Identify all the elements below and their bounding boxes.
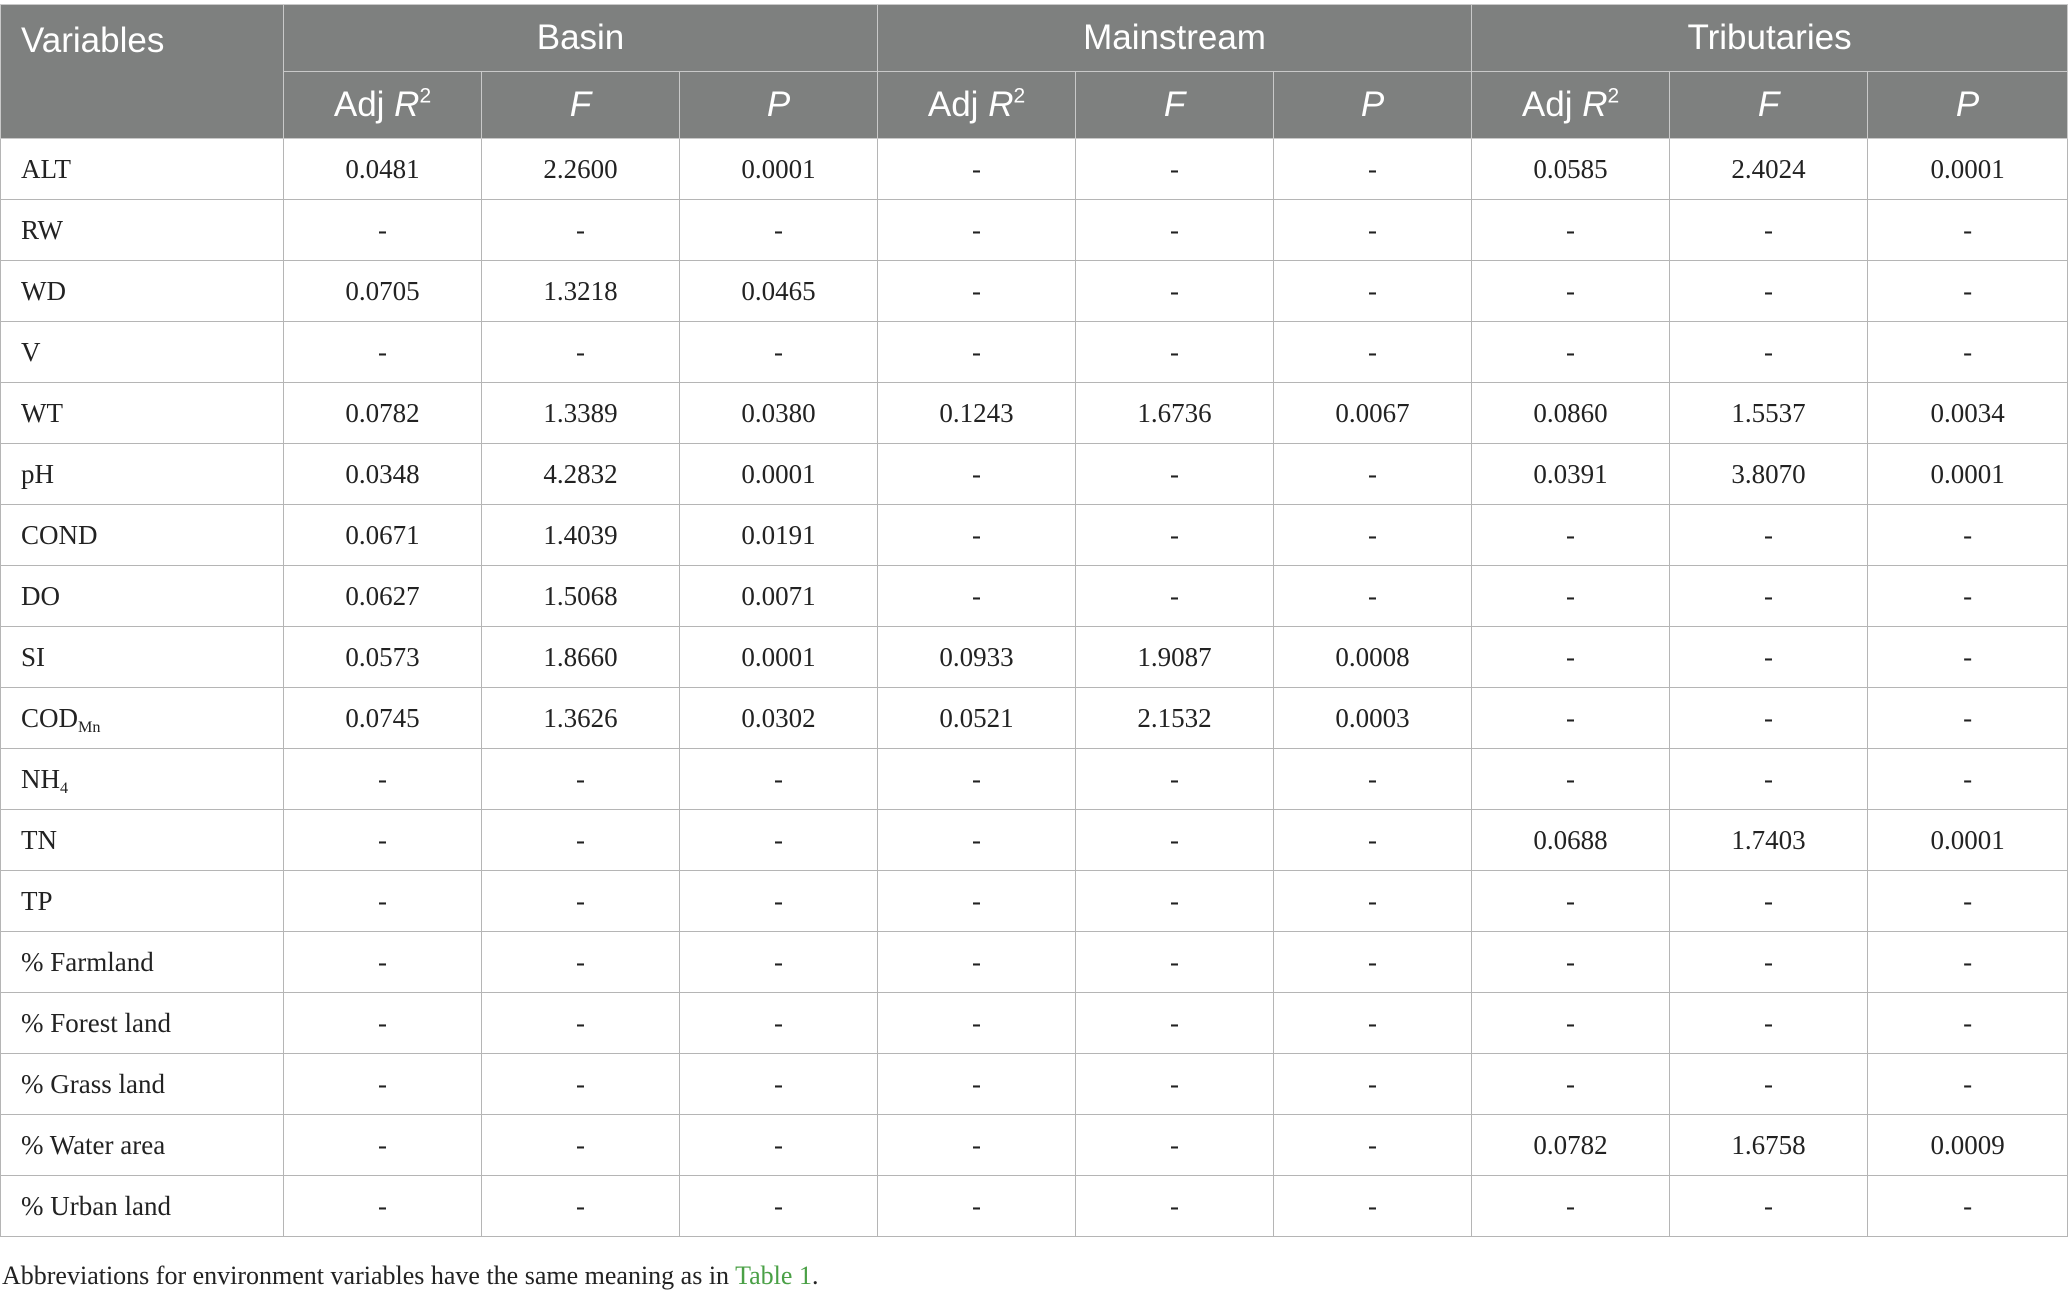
table-header bbox=[1, 5, 2068, 139]
value-cell: 0.0003 bbox=[1274, 688, 1472, 749]
value-cell: 0.0573 bbox=[284, 627, 482, 688]
table-row bbox=[1, 444, 2068, 505]
value-cell: 0.0627 bbox=[284, 566, 482, 627]
value-cell: - bbox=[1472, 688, 1670, 749]
variable-name: V bbox=[21, 336, 41, 367]
value-cell: 0.0745 bbox=[284, 688, 482, 749]
footnote-text: Abbreviations for environment variables have the same meaning as in bbox=[2, 1261, 736, 1290]
variable-name: WD bbox=[21, 275, 66, 306]
value-cell: - bbox=[1274, 200, 1472, 261]
value-cell: - bbox=[878, 1176, 1076, 1237]
table-row bbox=[1, 810, 2068, 871]
value-cell: 0.0001 bbox=[680, 627, 878, 688]
value-cell: - bbox=[482, 1176, 680, 1237]
subheader-row bbox=[1, 72, 2068, 139]
value-cell: - bbox=[1670, 505, 1868, 566]
table-row bbox=[1, 261, 2068, 322]
value-cell: - bbox=[680, 932, 878, 993]
value-cell: - bbox=[1670, 322, 1868, 383]
variable-name-cell bbox=[1, 383, 284, 444]
variable-name-cell bbox=[1, 627, 284, 688]
value-cell: 4.2832 bbox=[482, 444, 680, 505]
value-cell: - bbox=[1868, 749, 2068, 810]
value-cell: - bbox=[680, 993, 878, 1054]
value-cell: - bbox=[1274, 810, 1472, 871]
value-cell: 0.0585 bbox=[1472, 139, 1670, 200]
table-row bbox=[1, 322, 2068, 383]
value-cell: - bbox=[878, 200, 1076, 261]
variable-name: TN bbox=[21, 824, 57, 855]
value-cell: - bbox=[1868, 993, 2068, 1054]
value-cell: - bbox=[1868, 1176, 2068, 1237]
data-table bbox=[0, 4, 2068, 1237]
value-cell: - bbox=[284, 810, 482, 871]
value-cell: - bbox=[284, 749, 482, 810]
table-row bbox=[1, 1054, 2068, 1115]
value-cell: - bbox=[1472, 871, 1670, 932]
value-cell: - bbox=[1076, 322, 1274, 383]
table-container bbox=[0, 4, 2068, 1237]
value-cell: 0.0380 bbox=[680, 383, 878, 444]
value-cell: 0.0705 bbox=[284, 261, 482, 322]
value-cell: - bbox=[1670, 688, 1868, 749]
table-row bbox=[1, 627, 2068, 688]
value-cell: - bbox=[1274, 871, 1472, 932]
header-mainstream: Mainstream bbox=[878, 5, 1472, 72]
variable-name: % Forest land bbox=[21, 1007, 171, 1038]
value-cell: - bbox=[680, 1176, 878, 1237]
adj-label: Adj bbox=[927, 85, 989, 124]
value-cell: - bbox=[878, 566, 1076, 627]
value-cell: - bbox=[1472, 322, 1670, 383]
value-cell: - bbox=[1868, 505, 2068, 566]
value-cell: - bbox=[1274, 749, 1472, 810]
value-cell: - bbox=[878, 505, 1076, 566]
value-cell: - bbox=[1076, 505, 1274, 566]
value-cell: 3.8070 bbox=[1670, 444, 1868, 505]
f-label: F bbox=[1757, 85, 1780, 124]
value-cell: 0.0391 bbox=[1472, 444, 1670, 505]
variable-name-cell bbox=[1, 322, 284, 383]
table-row bbox=[1, 688, 2068, 749]
value-cell: - bbox=[1274, 261, 1472, 322]
value-cell: - bbox=[284, 200, 482, 261]
value-cell: - bbox=[878, 261, 1076, 322]
value-cell: - bbox=[1076, 200, 1274, 261]
variable-subscript: 4 bbox=[60, 778, 69, 797]
variable-name: COND bbox=[21, 519, 98, 550]
value-cell: - bbox=[1670, 627, 1868, 688]
value-cell: 1.6758 bbox=[1670, 1115, 1868, 1176]
value-cell: - bbox=[284, 932, 482, 993]
variable-name: NH bbox=[21, 763, 60, 794]
value-cell: - bbox=[482, 993, 680, 1054]
value-cell: 0.0671 bbox=[284, 505, 482, 566]
value-cell: - bbox=[1076, 749, 1274, 810]
value-cell: - bbox=[878, 871, 1076, 932]
table-row bbox=[1, 932, 2068, 993]
value-cell: - bbox=[1076, 1176, 1274, 1237]
value-cell: - bbox=[1274, 932, 1472, 993]
value-cell: 0.0009 bbox=[1868, 1115, 2068, 1176]
variable-name: COD bbox=[21, 702, 79, 733]
value-cell: - bbox=[1472, 749, 1670, 810]
value-cell: - bbox=[284, 1115, 482, 1176]
value-cell: - bbox=[1274, 505, 1472, 566]
value-cell: - bbox=[1670, 566, 1868, 627]
value-cell: - bbox=[1670, 749, 1868, 810]
variable-name: WT bbox=[21, 397, 63, 428]
table-row bbox=[1, 139, 2068, 200]
p-label: P bbox=[766, 85, 791, 124]
subheader-p-tributaries bbox=[1868, 72, 2068, 139]
value-cell: - bbox=[878, 139, 1076, 200]
value-cell: - bbox=[680, 810, 878, 871]
adj-label: Adj bbox=[333, 85, 395, 124]
variable-name-cell bbox=[1, 566, 284, 627]
value-cell: 2.2600 bbox=[482, 139, 680, 200]
value-cell: - bbox=[1868, 627, 2068, 688]
value-cell: - bbox=[680, 322, 878, 383]
value-cell: - bbox=[1274, 566, 1472, 627]
value-cell: 0.0860 bbox=[1472, 383, 1670, 444]
value-cell: - bbox=[1868, 261, 2068, 322]
value-cell: 1.8660 bbox=[482, 627, 680, 688]
value-cell: - bbox=[878, 322, 1076, 383]
value-cell: 0.0481 bbox=[284, 139, 482, 200]
value-cell: - bbox=[482, 871, 680, 932]
variable-name: RW bbox=[21, 214, 64, 245]
header-basin: Basin bbox=[284, 5, 878, 72]
value-cell: - bbox=[878, 1115, 1076, 1176]
value-cell: - bbox=[1274, 1054, 1472, 1115]
value-cell: 0.0001 bbox=[1868, 810, 2068, 871]
value-cell: 2.1532 bbox=[1076, 688, 1274, 749]
r-superscript: 2 bbox=[419, 84, 432, 108]
value-cell: - bbox=[1274, 1176, 1472, 1237]
value-cell: 1.9087 bbox=[1076, 627, 1274, 688]
value-cell: - bbox=[1274, 322, 1472, 383]
value-cell: 1.5068 bbox=[482, 566, 680, 627]
value-cell: - bbox=[1670, 932, 1868, 993]
value-cell: 0.0001 bbox=[680, 444, 878, 505]
variable-name: % Water area bbox=[21, 1129, 166, 1160]
subheader-f-tributaries bbox=[1670, 72, 1868, 139]
variable-name-cell bbox=[1, 444, 284, 505]
table-row bbox=[1, 1176, 2068, 1237]
value-cell: 0.0348 bbox=[284, 444, 482, 505]
variable-name-cell bbox=[1, 810, 284, 871]
value-cell: 0.0782 bbox=[284, 383, 482, 444]
subheader-adj-r2-basin bbox=[284, 72, 482, 139]
r-superscript: 2 bbox=[1013, 84, 1026, 108]
variable-name: % Farmland bbox=[21, 946, 154, 977]
variable-name: SI bbox=[21, 641, 46, 672]
value-cell: - bbox=[1076, 1054, 1274, 1115]
value-cell: 0.0034 bbox=[1868, 383, 2068, 444]
value-cell: - bbox=[284, 871, 482, 932]
value-cell: - bbox=[1472, 1054, 1670, 1115]
value-cell: - bbox=[1274, 993, 1472, 1054]
value-cell: - bbox=[1868, 688, 2068, 749]
value-cell: 0.0782 bbox=[1472, 1115, 1670, 1176]
value-cell: - bbox=[482, 932, 680, 993]
f-label: F bbox=[1163, 85, 1186, 124]
variable-name-cell bbox=[1, 749, 284, 810]
value-cell: - bbox=[1472, 1176, 1670, 1237]
r-label: R bbox=[988, 85, 1014, 124]
value-cell: - bbox=[284, 993, 482, 1054]
table-row bbox=[1, 1115, 2068, 1176]
value-cell: 0.0302 bbox=[680, 688, 878, 749]
subheader-f-basin bbox=[482, 72, 680, 139]
subheader-adj-r2-mainstream bbox=[878, 72, 1076, 139]
value-cell: 0.0465 bbox=[680, 261, 878, 322]
value-cell: - bbox=[1274, 444, 1472, 505]
subheader-p-mainstream bbox=[1274, 72, 1472, 139]
value-cell: - bbox=[1670, 261, 1868, 322]
value-cell: - bbox=[482, 810, 680, 871]
table-footnote bbox=[2, 1261, 818, 1291]
value-cell: - bbox=[680, 1115, 878, 1176]
p-label: P bbox=[1360, 85, 1385, 124]
variable-name-cell bbox=[1, 932, 284, 993]
variable-name-cell bbox=[1, 261, 284, 322]
value-cell: - bbox=[1076, 566, 1274, 627]
footnote-end: . bbox=[811, 1261, 819, 1290]
variable-name-cell bbox=[1, 1115, 284, 1176]
subheader-f-mainstream bbox=[1076, 72, 1274, 139]
value-cell: 0.0521 bbox=[878, 688, 1076, 749]
value-cell: - bbox=[1670, 871, 1868, 932]
value-cell: - bbox=[284, 1054, 482, 1115]
value-cell: - bbox=[680, 200, 878, 261]
value-cell: - bbox=[1868, 871, 2068, 932]
value-cell: - bbox=[1472, 627, 1670, 688]
variable-name-cell bbox=[1, 505, 284, 566]
value-cell: - bbox=[878, 932, 1076, 993]
value-cell: - bbox=[1472, 261, 1670, 322]
table-row bbox=[1, 505, 2068, 566]
value-cell: - bbox=[1472, 505, 1670, 566]
value-cell: - bbox=[1472, 993, 1670, 1054]
r-label: R bbox=[394, 85, 420, 124]
variable-name: TP bbox=[21, 885, 53, 916]
value-cell: - bbox=[1868, 1054, 2068, 1115]
table-row bbox=[1, 566, 2068, 627]
value-cell: 0.0001 bbox=[1868, 444, 2068, 505]
value-cell: - bbox=[680, 1054, 878, 1115]
value-cell: 0.0191 bbox=[680, 505, 878, 566]
value-cell: 0.0688 bbox=[1472, 810, 1670, 871]
value-cell: 1.3389 bbox=[482, 383, 680, 444]
value-cell: - bbox=[1076, 810, 1274, 871]
value-cell: 1.3218 bbox=[482, 261, 680, 322]
value-cell: - bbox=[284, 322, 482, 383]
table-row bbox=[1, 993, 2068, 1054]
value-cell: - bbox=[1472, 200, 1670, 261]
value-cell: - bbox=[1076, 993, 1274, 1054]
variable-name-cell bbox=[1, 200, 284, 261]
value-cell: - bbox=[482, 322, 680, 383]
value-cell: - bbox=[1076, 139, 1274, 200]
value-cell: 0.0067 bbox=[1274, 383, 1472, 444]
variable-name-cell bbox=[1, 139, 284, 200]
value-cell: - bbox=[1076, 871, 1274, 932]
value-cell: - bbox=[1670, 200, 1868, 261]
r-superscript: 2 bbox=[1607, 84, 1620, 108]
table-row bbox=[1, 871, 2068, 932]
variable-name-cell bbox=[1, 871, 284, 932]
value-cell: - bbox=[1076, 932, 1274, 993]
table-row bbox=[1, 383, 2068, 444]
value-cell: - bbox=[482, 200, 680, 261]
table-row bbox=[1, 749, 2068, 810]
variable-name: DO bbox=[21, 580, 60, 611]
value-cell: - bbox=[1274, 1115, 1472, 1176]
value-cell: - bbox=[482, 749, 680, 810]
value-cell: - bbox=[1472, 566, 1670, 627]
variable-subscript: Mn bbox=[78, 717, 101, 736]
value-cell: 0.0933 bbox=[878, 627, 1076, 688]
value-cell: 1.3626 bbox=[482, 688, 680, 749]
variable-name: ALT bbox=[21, 153, 72, 184]
value-cell: - bbox=[1274, 139, 1472, 200]
value-cell: - bbox=[1670, 993, 1868, 1054]
value-cell: - bbox=[680, 749, 878, 810]
value-cell: 1.4039 bbox=[482, 505, 680, 566]
value-cell: 0.0008 bbox=[1274, 627, 1472, 688]
table1-link[interactable]: Table 1 bbox=[735, 1261, 812, 1290]
p-label: P bbox=[1955, 85, 1980, 124]
value-cell: 0.0001 bbox=[1868, 139, 2068, 200]
value-cell: 0.1243 bbox=[878, 383, 1076, 444]
value-cell: 0.0001 bbox=[680, 139, 878, 200]
value-cell: - bbox=[1076, 444, 1274, 505]
value-cell: - bbox=[1868, 200, 2068, 261]
value-cell: - bbox=[482, 1115, 680, 1176]
variable-name: % Grass land bbox=[21, 1068, 165, 1099]
variable-name-cell bbox=[1, 1176, 284, 1237]
value-cell: 2.4024 bbox=[1670, 139, 1868, 200]
header-variables: Variables bbox=[1, 5, 284, 139]
variable-name-cell bbox=[1, 1054, 284, 1115]
value-cell: 1.5537 bbox=[1670, 383, 1868, 444]
value-cell: - bbox=[1868, 566, 2068, 627]
variable-name: % Urban land bbox=[21, 1190, 171, 1221]
value-cell: - bbox=[1076, 1115, 1274, 1176]
value-cell: - bbox=[1868, 932, 2068, 993]
value-cell: 0.0071 bbox=[680, 566, 878, 627]
value-cell: - bbox=[878, 1054, 1076, 1115]
value-cell: - bbox=[878, 810, 1076, 871]
value-cell: - bbox=[1670, 1054, 1868, 1115]
r-label: R bbox=[1582, 85, 1608, 124]
subheader-adj-r2-tributaries bbox=[1472, 72, 1670, 139]
value-cell: 1.6736 bbox=[1076, 383, 1274, 444]
value-cell: 1.7403 bbox=[1670, 810, 1868, 871]
value-cell: - bbox=[1472, 932, 1670, 993]
value-cell: - bbox=[878, 993, 1076, 1054]
variable-name: pH bbox=[21, 458, 54, 489]
value-cell: - bbox=[878, 444, 1076, 505]
value-cell: - bbox=[1076, 261, 1274, 322]
value-cell: - bbox=[1670, 1176, 1868, 1237]
value-cell: - bbox=[680, 871, 878, 932]
value-cell: - bbox=[284, 1176, 482, 1237]
subheader-p-basin bbox=[680, 72, 878, 139]
table-body bbox=[1, 139, 2068, 1237]
table-row bbox=[1, 200, 2068, 261]
value-cell: - bbox=[482, 1054, 680, 1115]
header-tributaries: Tributaries bbox=[1472, 5, 2068, 72]
value-cell: - bbox=[878, 749, 1076, 810]
f-label: F bbox=[569, 85, 592, 124]
variable-name-cell bbox=[1, 688, 284, 749]
value-cell: - bbox=[1868, 322, 2068, 383]
adj-label: Adj bbox=[1521, 85, 1583, 124]
variable-name-cell bbox=[1, 993, 284, 1054]
